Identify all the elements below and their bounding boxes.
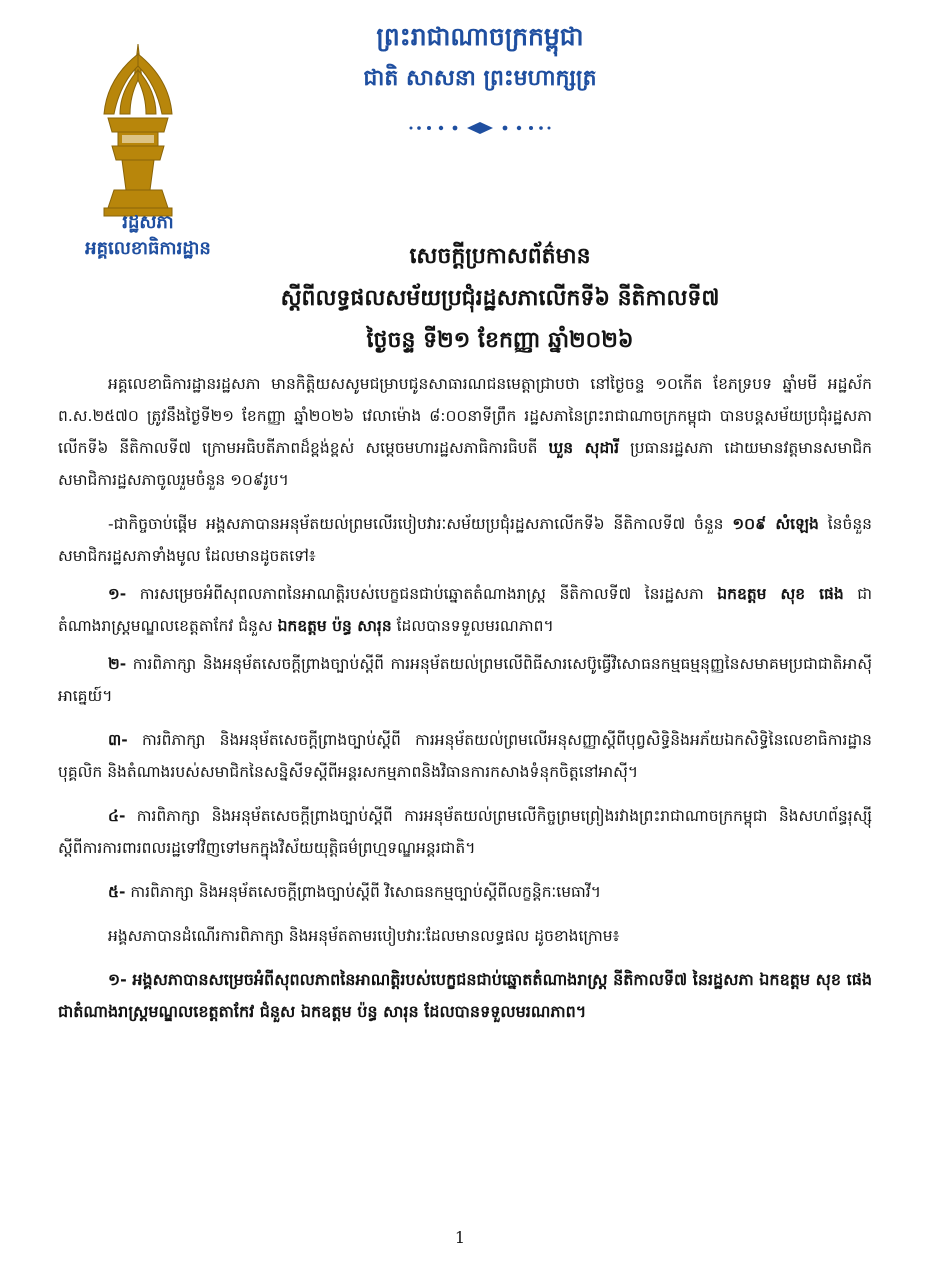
- result-item-1: ១- អង្គសភាបានសម្រេចអំពីសុពលភាពនៃអាណត្តិរបស់បេក្ខជនជាប់ឆ្នោតតំណាងរាស្ត្រ នីតិកាលទី៧ នៃរដ្ឋសភា ឯកឧត្តម សុខ ផេង ជាតំណាងរាស្ត្រមណ្ឌលខេត្តតាកែវ ជំនួស ឯកឧត្តម ប៉ន្ធ សារុន ដែលបានទទួលមរណភាព។: [58, 970, 872, 1021]
- document-title: [150, 236, 850, 362]
- org-line-2: អគ្គលេខាធិការដ្ឋាន: [85, 238, 211, 259]
- national-assembly-emblem-icon: [78, 40, 198, 220]
- page-number: 1: [454, 1228, 466, 1247]
- agenda-paragraph: -ជាកិច្ចចាប់ផ្តើម អង្គសភាបានអនុម័តយល់ព្រមលើរបៀបវារៈសម័យប្រជុំរដ្ឋសភាលើកទី៦ នីតិកាលទី៧ ចំនួន ១០៩ សំឡេង នៃចំនួនសមាជិករដ្ឋសភាទាំងមូល ដែលមានដូចតទៅ៖: [58, 515, 873, 565]
- title-line-1: សេចក្តីប្រកាសព័ត៌មាន: [409, 244, 591, 269]
- national-motto: ជាតិ សាសនា ព្រះមហាក្សត្រ: [363, 66, 597, 91]
- vote-count: ១០៩ សំឡេង: [732, 515, 819, 533]
- title-line-3: ថ្ងៃចន្ទ ទី២១ ខែកញ្ញា ឆ្នាំ២០២៦: [366, 328, 634, 353]
- org-line-1: រដ្ឋសភា: [122, 212, 174, 233]
- title-line-2: ស្តីពីលទ្ធផលសម័យប្រជុំរដ្ឋសភាលើកទី៦ នីតិកាលទី៧: [280, 286, 720, 311]
- kingdom-name: ព្រះរាជាណាចក្រកម្ពុជា: [376, 22, 584, 51]
- document-body: [58, 368, 872, 1040]
- agenda-item-1: ១- ការសម្រេចអំពីសុពលភាពនៃអាណត្តិរបស់បេក្ខជនជាប់ឆ្នោតតំណាងរាស្ត្រ នីតិកាលទី៧ នៃរដ្ឋសភា ឯកឧត្តម សុខ ផេង ជាតំណាងរាស្ត្រមណ្ឌលខេត្តតាកែវ ជំនួស ឯកឧត្តម ប៉ន្ធ សារុន ដែលបានទទួលមរណភាព។: [58, 585, 872, 635]
- intro-paragraph: អគ្គលេខាធិការដ្ឋានរដ្ឋសភា មានកិត្តិយសសូមជម្រាបជូនសាធារណជនមេត្តាជ្រាបថា នៅថ្ងៃចន្ទ ១០កើត ខែភទ្របទ ឆ្នាំមមី អដ្ឋស័ក ព.ស.២៥៧០ ត្រូវនឹងថ្ងៃទី២១ ខែកញ្ញា ឆ្នាំ២០២៦ វេលាម៉ោង ៨:០០នាទីព្រឹក រដ្ឋសភានៃព្រះរាជាណាចក្រកម្ពុជា បានបន្តសម័យប្រជុំរដ្ឋសភាលើកទី៦ នីតិកាលទី៧ ក្រោមអធិបតីភាពដ៏ខ្ពង់ខ្ពស់ សម្តេចមហារដ្ឋសភាធិការធិបតី ឃួន សុដារី ប្រធានរដ្ឋសភា ដោយមានវត្តមានសមាជិក សមាជិការដ្ឋសភាចូលរួមចំនួន ១០៩រូប។: [58, 375, 873, 489]
- agenda-item-5: ៥- ការពិភាក្សា និងអនុម័តសេចក្តីព្រាងច្បាប់ស្តីពី វិសោធនកម្មច្បាប់ស្តីពីលក្ខន្តិកៈមេធាវី។: [108, 883, 601, 901]
- kingdom-header: [330, 18, 630, 96]
- agenda-item-3: ៣- ការពិភាក្សា និងអនុម័តសេចក្តីព្រាងច្បាប់ស្តីពី ការអនុម័តយល់ព្រមលើអនុសញ្ញាស្តីពីបុព្វសិទ្ធិនិងអភ័យឯកសិទ្ធិនៃលេខាធិការដ្ឋាន បុគ្គលិក និងតំណាងរបស់សមាជិកនៃសន្និសីទស្តីពីអន្តរសកម្មភាពនិងវិធានការកសាងទំនុកចិត្តនៅអាស៊ី។: [58, 731, 872, 781]
- president-name: ឃួន សុដារី: [548, 439, 620, 457]
- agenda-item-4: ៤- ការពិភាក្សា និងអនុម័តសេចក្តីព្រាងច្បាប់ស្តីពី ការអនុម័តយល់ព្រមលើកិច្ចព្រមព្រៀងរវាងព្រះរាជាណាចក្រកម្ពុជា និងសហព័ន្ធរុស្ស៊ី ស្តីពីការការពារពលរដ្ឋទៅវិញទៅមកក្នុងវិស័យយុត្តិធម៌ព្រហ្មទណ្ឌអន្តរជាតិ។: [58, 807, 872, 857]
- agenda-item-2: ២- ការពិភាក្សា និងអនុម័តសេចក្តីព្រាងច្បាប់ស្តីពី ការអនុម័តយល់ព្រមលើពិធីសារសេប៊ូធ្វើវិសោធនកម្មធម្មនុញ្ញនៃសមាគមប្រជាជាតិអាស៊ីអាគ្នេយ៍។: [58, 655, 872, 705]
- divider-ornament-icon: [405, 120, 555, 136]
- results-intro: អង្គសភាបានដំណើរការពិភាក្សា និងអនុម័តតាមរបៀបវារៈដែលមានលទ្ធផល ដូចខាងក្រោម៖: [108, 927, 620, 945]
